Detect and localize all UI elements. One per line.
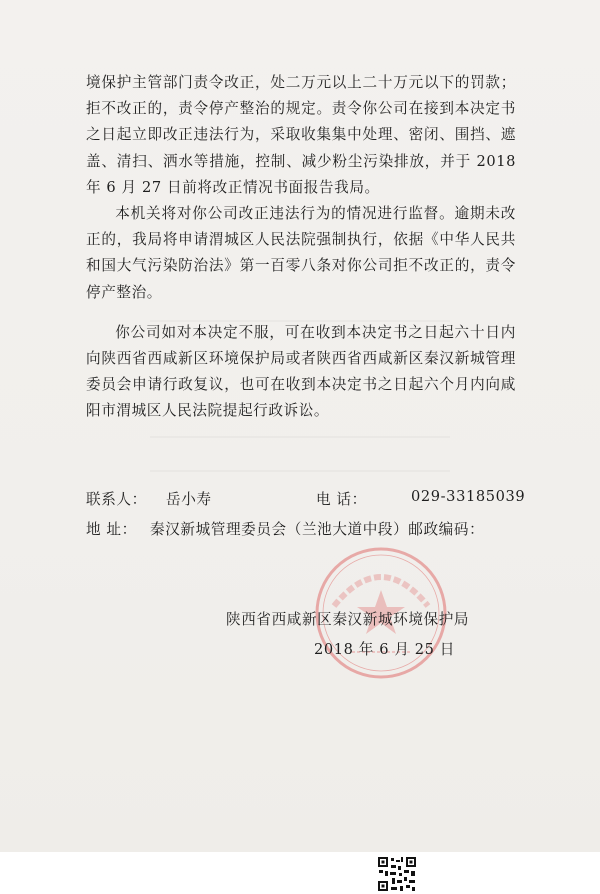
contact-person-label: 联系人： — [86, 491, 147, 508]
address-label: 地 址： — [86, 521, 137, 538]
issue-date: 2018 年 6 月 25 日 — [314, 641, 455, 658]
contact-person-value: 岳小寿 — [166, 491, 212, 508]
bleed-through-line — [150, 470, 450, 472]
paragraph-appeal-rights: 你公司如对本决定不服，可在收到本决定书之日起六十日内向陕西省西咸新区环境保护局或者陕西省西咸新区秦汉新城管理委员会申请行政复议，也可在收到本决定书之日起六个月内向咸阳市渭城区人民法院提起行政诉讼。 — [86, 323, 516, 420]
footer-strip — [0, 852, 600, 894]
address-value: 秦汉新城管理委员会（兰池大道中段）邮政编码： — [150, 521, 485, 538]
decision-body — [86, 70, 516, 425]
contact-phone-label: 电 话： — [316, 491, 367, 508]
qr-code-icon — [377, 856, 417, 892]
contact-phone-value: 029-33185039 — [411, 488, 526, 505]
paragraph-penalty: 境保护主管部门责令改正，处二万元以上二十万元以下的罚款；拒不改正的，责令停产整治的规定。责令你公司在接到本决定书之日起立即改正违法行为，采取收集集中处理、密闭、围挡、遮盖、清扫、洒水等措施，控制、减少粉尘污染排放，并于 2018 年 6 月 27 日前将改正情况书面报告我局。 — [86, 74, 516, 196]
paragraph-supervision: 本机关将对你公司改正违法行为的情况进行监督。逾期未改正的，我局将申请渭城区人民法院强制执行，依据《中华人民共和国大气污染防治法》第一百零八条对你公司拒不改正的，责令停产整治。 — [86, 205, 516, 301]
bleed-through-line — [150, 436, 450, 438]
issuing-authority: 陕西省西咸新区秦汉新城环境保护局 — [226, 611, 470, 628]
